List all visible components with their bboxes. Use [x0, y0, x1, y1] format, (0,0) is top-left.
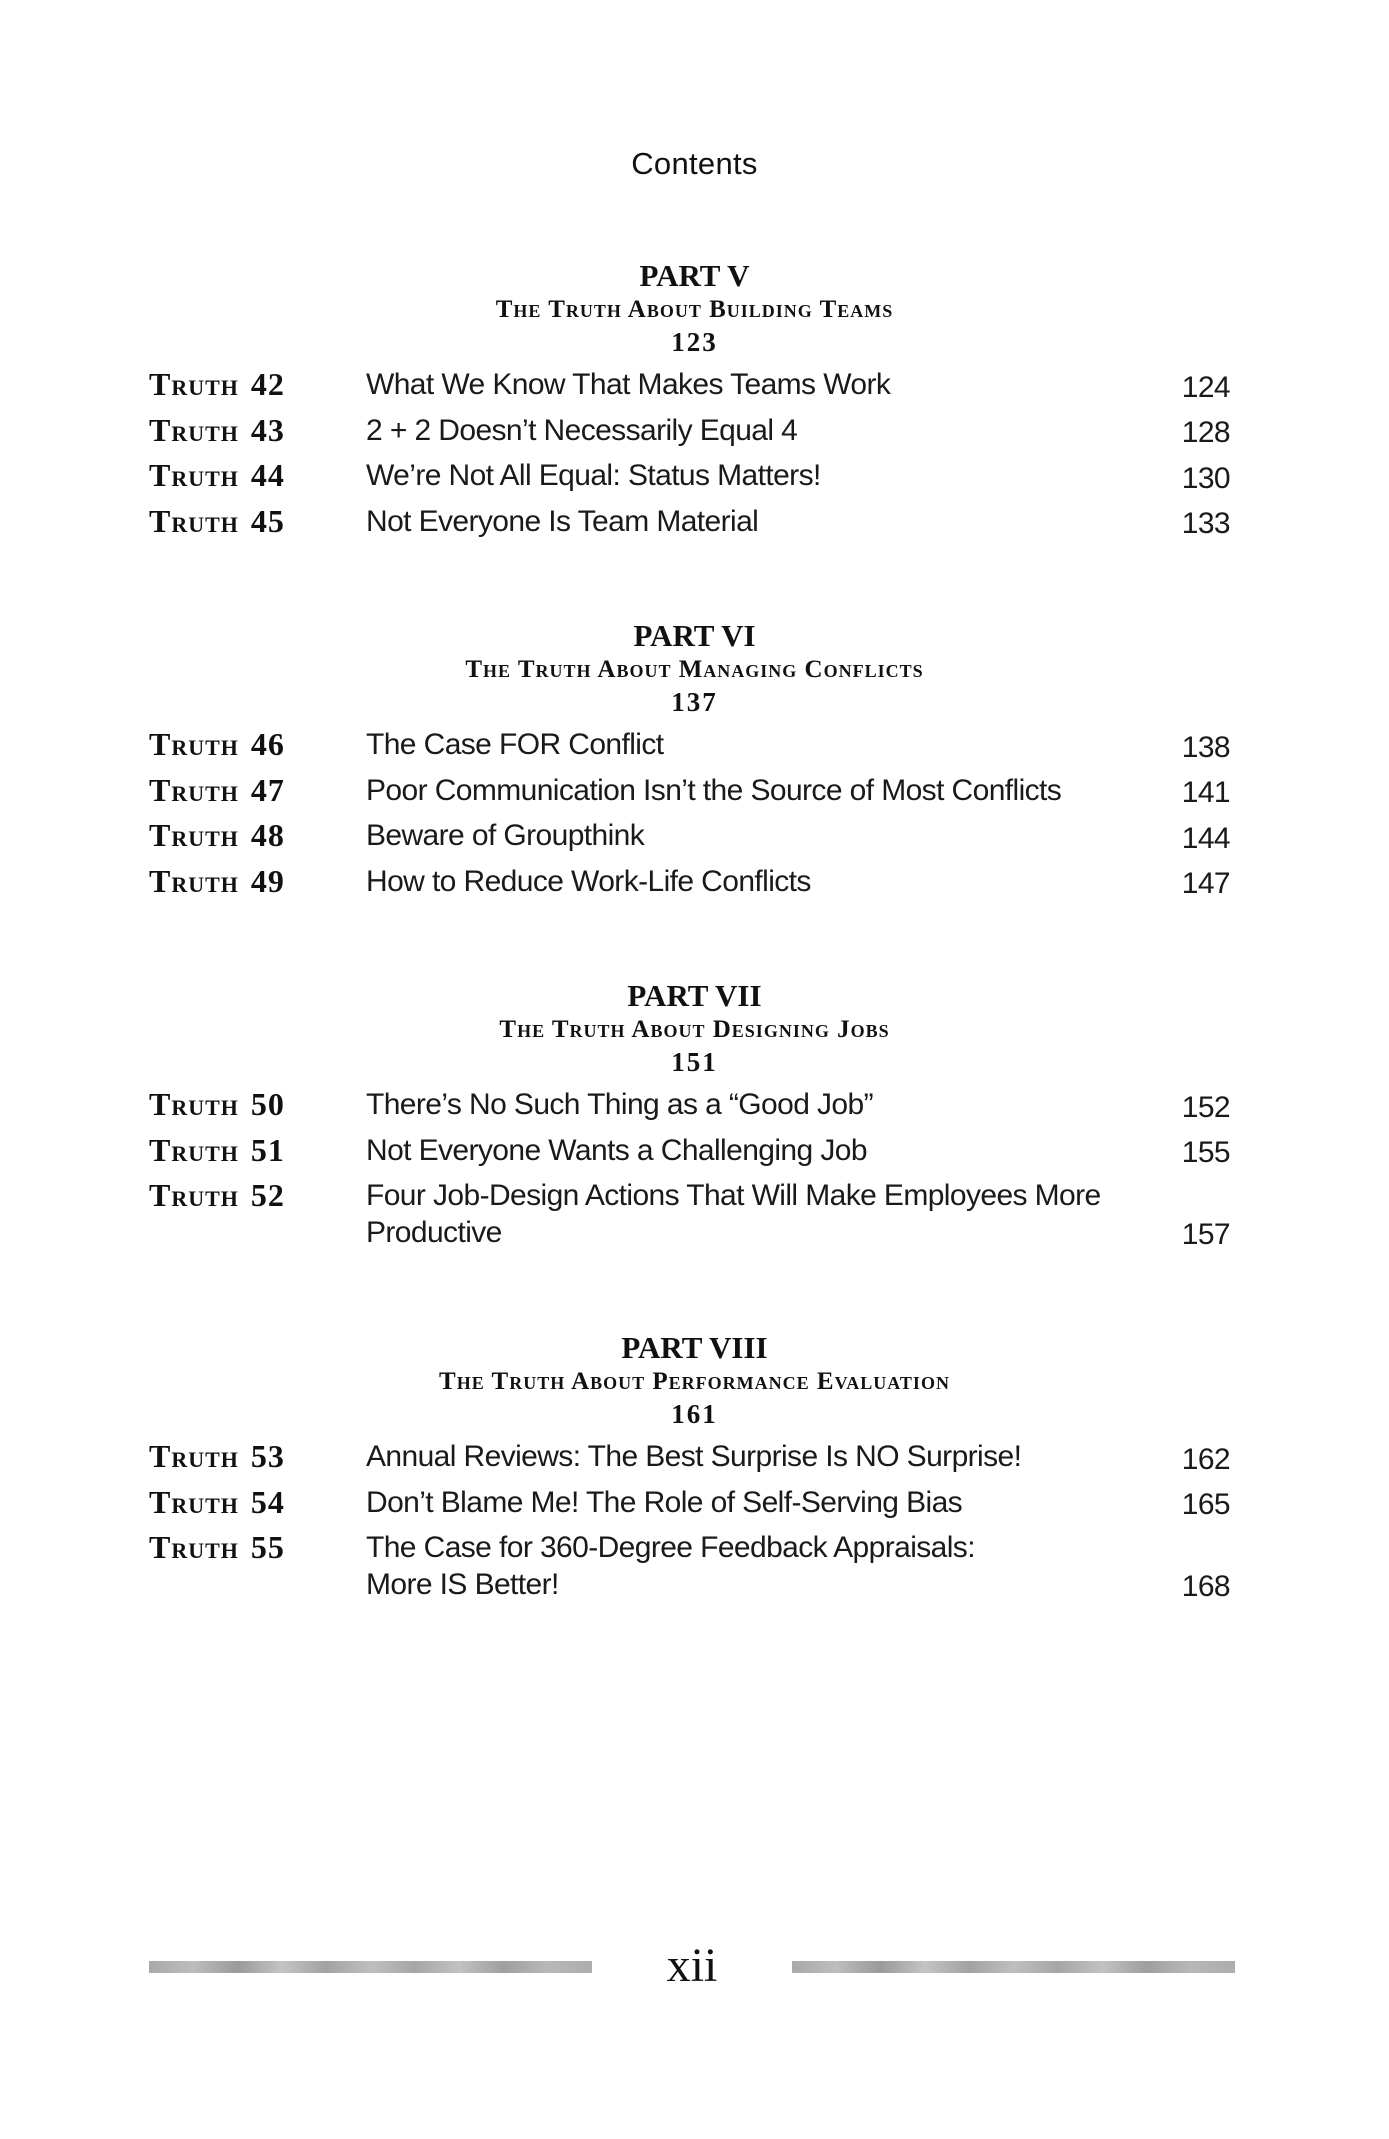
truth-label: Truth 52	[149, 1177, 285, 1213]
page-number: xii	[666, 1939, 718, 1992]
toc-entry[interactable]	[0, 726, 1389, 772]
entry-page-number: 162	[1181, 1442, 1230, 1476]
entry-page-number: 147	[1181, 867, 1230, 900]
page-title: Contents	[631, 146, 758, 181]
entry-page-number: 152	[1181, 1090, 1230, 1124]
truth-number: 51	[250, 1131, 285, 1168]
entry-page-number: 138	[1181, 730, 1230, 764]
part-heading	[0, 258, 1389, 359]
entry-title: Four Job-Design Actions That Will Make Employees More Productive	[366, 1179, 1101, 1249]
truth-number: 47	[250, 771, 285, 808]
part-section	[0, 618, 1389, 908]
toc-entry[interactable]	[0, 1529, 1389, 1611]
toc-entry[interactable]	[0, 412, 1389, 458]
part-section	[0, 978, 1389, 1259]
part-heading	[0, 978, 1389, 1079]
truth-label: Truth 44	[149, 457, 285, 493]
truth-number: 52	[250, 1177, 285, 1213]
entry-page-number: 124	[1181, 370, 1230, 404]
entry-title: 2 + 2 Doesn’t Necessarily Equal 4	[366, 413, 798, 447]
toc-entries	[0, 366, 1389, 548]
entry-title: Not Everyone Is Team Material	[366, 504, 759, 538]
truth-label: Truth 53	[149, 1438, 285, 1474]
entry-title: What We Know That Makes Teams Work	[366, 368, 891, 401]
toc-entry[interactable]	[0, 1132, 1389, 1178]
part-page-number: 123	[671, 327, 718, 357]
entry-title: Poor Communication Isn’t the Source of Most Conflicts	[366, 773, 1062, 807]
part-label: PART V	[639, 258, 750, 293]
entry-title: The Case FOR Conflict	[366, 728, 664, 761]
toc-entry[interactable]	[0, 1484, 1389, 1530]
entry-title: How to Reduce Work-Life Conflicts	[366, 864, 811, 898]
truth-label: Truth 48	[149, 817, 285, 853]
toc-entry[interactable]	[0, 457, 1389, 503]
part-page-number: 161	[671, 1399, 718, 1429]
truth-number: 50	[250, 1086, 285, 1122]
entry-page-number: 165	[1181, 1488, 1230, 1521]
toc-entry[interactable]	[0, 1438, 1389, 1484]
truth-label: Truth 49	[149, 862, 285, 899]
truth-label: Truth 47	[149, 771, 285, 808]
entry-title: Beware of Groupthink	[366, 819, 645, 852]
truth-number: 44	[250, 457, 285, 493]
part-label: PART VI	[633, 618, 756, 653]
toc-entry[interactable]	[0, 772, 1389, 818]
entry-title: We’re Not All Equal: Status Matters!	[366, 459, 821, 492]
part-title: The Truth About Designing Jobs	[499, 1016, 890, 1043]
footer-rule-right	[792, 1961, 1235, 1973]
entry-title: Don’t Blame Me! The Role of Self-Serving Bias	[366, 1485, 963, 1519]
toc-entry[interactable]	[0, 863, 1389, 909]
truth-number: 42	[250, 366, 285, 402]
truth-number: 48	[250, 817, 285, 853]
entry-page-number: 133	[1181, 507, 1230, 540]
footer-rule-left	[149, 1961, 592, 1973]
part-title: The Truth About Building Teams	[495, 296, 894, 323]
toc-entry[interactable]	[0, 366, 1389, 412]
entry-page-number: 130	[1181, 461, 1230, 495]
entry-page-number: 157	[1181, 1218, 1230, 1251]
part-heading	[0, 1330, 1389, 1431]
truth-number: 53	[250, 1438, 285, 1474]
toc-entries	[0, 1086, 1389, 1259]
toc-entry[interactable]	[0, 1086, 1389, 1132]
part-section	[0, 1330, 1389, 1611]
toc-entry[interactable]	[0, 817, 1389, 863]
truth-label: Truth 54	[149, 1483, 285, 1520]
truth-number: 43	[250, 411, 285, 448]
part-title: The Truth About Managing Conflicts	[465, 656, 924, 683]
part-heading	[0, 618, 1389, 719]
truth-number: 55	[250, 1529, 285, 1565]
entry-page-number: 141	[1181, 776, 1230, 809]
truth-label: Truth 45	[149, 502, 285, 539]
truth-number: 45	[250, 502, 285, 539]
truth-label: Truth 55	[149, 1529, 285, 1565]
truth-number: 49	[250, 862, 285, 899]
toc-entries	[0, 726, 1389, 908]
entry-page-number: 128	[1181, 416, 1230, 449]
part-label: PART VIII	[621, 1330, 768, 1365]
part-page-number: 151	[671, 1047, 718, 1077]
entry-page-number: 144	[1181, 821, 1230, 855]
toc-entry[interactable]	[0, 503, 1389, 549]
entry-page-number: 155	[1181, 1136, 1230, 1169]
entry-title: Annual Reviews: The Best Surprise Is NO Surprise!	[366, 1440, 1022, 1473]
truth-number: 54	[250, 1483, 285, 1520]
part-page-number: 137	[671, 687, 718, 717]
toc-entry[interactable]	[0, 1177, 1389, 1259]
entry-title: The Case for 360-Degree Feedback Appraisals: More IS Better!	[366, 1531, 975, 1601]
truth-label: Truth 50	[149, 1086, 285, 1122]
part-section	[0, 258, 1389, 548]
truth-number: 46	[250, 726, 285, 762]
entry-title: There’s No Such Thing as a “Good Job”	[366, 1088, 873, 1121]
part-title: The Truth About Performance Evaluation	[439, 1368, 950, 1395]
entry-page-number: 168	[1181, 1570, 1230, 1603]
entry-title: Not Everyone Wants a Challenging Job	[366, 1133, 867, 1167]
truth-label: Truth 46	[149, 726, 285, 762]
toc-entries	[0, 1438, 1389, 1611]
truth-label: Truth 42	[149, 366, 285, 402]
truth-label: Truth 43	[149, 411, 285, 448]
truth-label: Truth 51	[149, 1131, 285, 1168]
part-label: PART VII	[627, 978, 762, 1013]
